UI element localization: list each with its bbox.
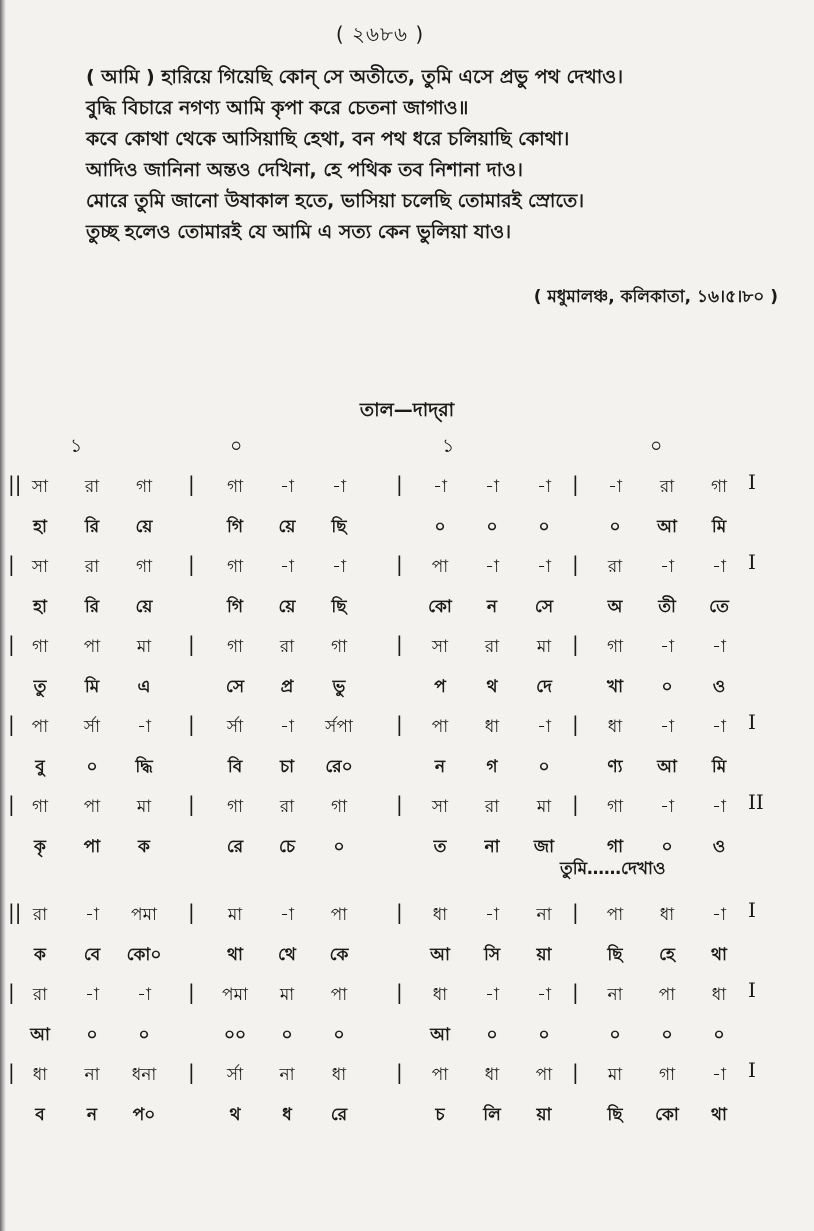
swara-note: রা xyxy=(484,637,500,657)
lyric-syllable: আ xyxy=(30,1025,50,1045)
lyric-syllable: ০ xyxy=(434,517,446,537)
swara-note: -া xyxy=(485,985,499,1005)
bar-line: | xyxy=(572,1060,579,1084)
swara-note: -া xyxy=(712,1065,726,1085)
swara-note: ধা xyxy=(432,905,448,925)
bar-line: || xyxy=(8,900,22,924)
lyric-syllable: ০ xyxy=(486,1025,498,1045)
swara-note: না xyxy=(84,1065,100,1085)
swara-note: রা xyxy=(279,637,295,657)
swara-note: মা xyxy=(607,1065,623,1085)
swara-note: -া xyxy=(712,637,726,657)
beat-marker: ০ xyxy=(650,435,663,457)
notation-row xyxy=(0,548,814,588)
swara-note: -া xyxy=(137,717,151,737)
bar-line: | xyxy=(8,1060,15,1084)
swara-note: পা xyxy=(431,557,449,577)
bar-line: | xyxy=(8,792,15,816)
swara-note: পা xyxy=(431,1065,449,1085)
swara-note: র্সা xyxy=(226,1065,244,1085)
lyric-syllable: থা xyxy=(227,945,243,965)
swara-note: -া xyxy=(485,905,499,925)
bar-line: | xyxy=(396,472,403,496)
swara-note: গা xyxy=(710,477,728,497)
swara-note: গা xyxy=(226,477,244,497)
notation-grid xyxy=(0,468,814,1136)
lyric-syllable: ছি xyxy=(607,945,623,965)
lyric-syllable: চ xyxy=(435,1105,445,1125)
bar-line: | xyxy=(396,792,403,816)
lyric-syllable: ০ xyxy=(86,757,98,777)
swara-note: রা xyxy=(84,557,100,577)
notation-row xyxy=(0,1056,814,1096)
swara-note: -া xyxy=(485,477,499,497)
lyric-row xyxy=(0,668,814,708)
lyric-syllable: হা xyxy=(33,597,47,617)
swara-note: -া xyxy=(712,717,726,737)
swara-note: ধনা xyxy=(131,1065,157,1085)
bar-line: | xyxy=(572,472,579,496)
section-end-mark: II xyxy=(748,790,764,814)
lyric-syllable: ০ xyxy=(609,1025,621,1045)
bar-line: | xyxy=(572,632,579,656)
lyric-syllable: ন xyxy=(434,757,446,777)
section-end-mark: I xyxy=(748,550,756,574)
swara-note: রা xyxy=(607,557,623,577)
lyric-syllable: ব xyxy=(35,1105,45,1125)
swara-note: -া xyxy=(537,985,551,1005)
lyric-syllable: খা xyxy=(606,677,624,697)
lyric-syllable: দে xyxy=(536,677,552,697)
swara-note: ধা xyxy=(607,717,623,737)
swara-note: না xyxy=(536,905,552,925)
swara-note: গা xyxy=(330,637,348,657)
lyric-syllable: ভু xyxy=(332,677,346,697)
lyric-syllable: জা xyxy=(533,837,555,857)
swara-note: -া xyxy=(332,557,346,577)
bar-line: | xyxy=(396,552,403,576)
bar-line: | xyxy=(188,712,195,736)
source-citation: ( মধুমালঞ্চ, কলিকাতা, ১৬।৫।৮০ ) xyxy=(533,287,778,307)
lyric-syllable: আ xyxy=(430,945,450,965)
bar-line: | xyxy=(188,552,195,576)
lyric-syllable: ও xyxy=(712,677,726,697)
swara-note: পা xyxy=(606,905,624,925)
lyric-syllable: ছি xyxy=(331,597,347,617)
bar-line: | xyxy=(8,552,15,576)
bar-line: | xyxy=(188,632,195,656)
lyric-syllable: ০ xyxy=(538,517,550,537)
swara-note: -া xyxy=(660,797,674,817)
lyric-syllable: ০ xyxy=(661,1025,673,1045)
swara-note: র্সপা xyxy=(325,717,353,737)
lyric-syllable: ছি xyxy=(331,517,347,537)
lyric-syllable: রি xyxy=(84,597,100,617)
swara-note: -া xyxy=(537,477,551,497)
lyric-syllable: থ xyxy=(486,677,498,697)
swara-note: রা xyxy=(32,905,48,925)
swara-note: রা xyxy=(484,797,500,817)
lyric-syllable: কো xyxy=(428,597,452,617)
lyric-syllable: মি xyxy=(84,677,100,697)
lyric-syllable: ০ xyxy=(538,1025,550,1045)
lyric-syllable: থে xyxy=(278,945,296,965)
lyric-syllable: ণ্য xyxy=(607,757,623,777)
lyric-syllable: সি xyxy=(483,945,501,965)
beat-markers xyxy=(0,432,814,462)
lyric-syllable: বু xyxy=(35,757,45,777)
lyric-row xyxy=(0,1096,814,1136)
lyric-syllable: লি xyxy=(483,1105,501,1125)
swara-note: -া xyxy=(280,905,294,925)
swara-note: গা xyxy=(330,797,348,817)
lyric-syllable: সে xyxy=(225,677,245,697)
beat-marker: ০ xyxy=(230,435,243,457)
swara-note: মা xyxy=(136,797,152,817)
lyric-syllable: এ xyxy=(137,677,151,697)
lyric-syllable: প০ xyxy=(132,1105,156,1125)
lyric-syllable: গ xyxy=(486,757,498,777)
lyric-syllable: ও xyxy=(712,837,726,857)
swara-note: -া xyxy=(85,905,99,925)
lyric-syllable: চা xyxy=(279,757,295,777)
swara-note: রা xyxy=(279,797,295,817)
lyric-syllable: রে xyxy=(330,1105,348,1125)
lyric-syllable: থ xyxy=(229,1105,241,1125)
lyric-syllable: আ xyxy=(657,757,677,777)
poem-line: ( আমি ) হারিয়ে গিয়েছি কোন্ সে অতীতে, তুমি এসে প্রভু পথ দেখাও। xyxy=(86,66,624,88)
swara-note: পা xyxy=(83,797,101,817)
poem-line: তুচ্ছ হলেও তোমারই যে আমি এ সত্য কেন ভুলিয়া যাও। xyxy=(86,221,512,243)
notation-row xyxy=(0,468,814,508)
lyric-syllable: য়া xyxy=(536,945,552,965)
swara-note: পা xyxy=(31,717,49,737)
swara-note: গা xyxy=(226,637,244,657)
lyric-syllable: তু xyxy=(33,677,47,697)
swara-note: -া xyxy=(332,477,346,497)
swara-note: পা xyxy=(330,985,348,1005)
swara-note: ধা xyxy=(659,905,675,925)
lyric-syllable: য়া xyxy=(536,1105,552,1125)
swara-note: মা xyxy=(536,637,552,657)
lyric-syllable: ০ xyxy=(713,1025,725,1045)
lyric-syllable: ০ xyxy=(661,837,673,857)
lyric-syllable: ০ xyxy=(333,837,345,857)
lyric-syllable: য়ে xyxy=(135,597,153,617)
swara-note: রা xyxy=(32,985,48,1005)
lyric-syllable: হা xyxy=(33,517,47,537)
swara-note: না xyxy=(279,1065,295,1085)
bar-line: | xyxy=(396,900,403,924)
swara-note: -া xyxy=(433,477,447,497)
swara-note: মা xyxy=(227,905,243,925)
lyric-row xyxy=(0,1016,814,1056)
lyric-syllable: থা xyxy=(711,945,727,965)
swara-note: -া xyxy=(280,717,294,737)
lyric-syllable: ক xyxy=(138,837,150,857)
lyric-syllable: ০ xyxy=(486,517,498,537)
swara-note: মা xyxy=(279,985,295,1005)
swara-note: সা xyxy=(431,797,449,817)
swara-note: -া xyxy=(137,985,151,1005)
bar-line: | xyxy=(572,792,579,816)
lyric-syllable: য়ে xyxy=(278,517,296,537)
poem-line: আদিও জানিনা অন্তও দেখিনা, হে পথিক তব নিশানা দাও। xyxy=(86,159,523,181)
swara-note: পা xyxy=(535,1065,553,1085)
swara-note: -া xyxy=(712,797,726,817)
swara-note: সা xyxy=(31,477,49,497)
lyric-syllable: ০০ xyxy=(223,1025,247,1045)
lyric-syllable: রে xyxy=(226,837,244,857)
swara-note: গা xyxy=(226,797,244,817)
lyric-syllable: হে xyxy=(659,945,675,965)
swara-note: না xyxy=(607,985,623,1005)
swara-note: র্সা xyxy=(83,717,101,737)
poem-line: মোরে তুমি জানো উষাকাল হতে, ভাসিয়া চলেছি তোমারই স্রোতে। xyxy=(86,190,585,212)
lyric-syllable: গি xyxy=(226,597,243,617)
bar-line: | xyxy=(188,900,195,924)
bar-line: | xyxy=(188,472,195,496)
bar-line: | xyxy=(8,980,15,1004)
lyric-syllable: য়ে xyxy=(135,517,153,537)
swara-note: -া xyxy=(608,477,622,497)
beat-marker: ১ xyxy=(70,435,83,457)
lyric-syllable: কৃ xyxy=(34,837,46,857)
lyric-syllable: ছি xyxy=(607,1105,623,1125)
swara-note: পা xyxy=(330,905,348,925)
bar-line: | xyxy=(8,712,15,736)
bar-line: | xyxy=(572,980,579,1004)
swara-note: -া xyxy=(485,557,499,577)
lyric-syllable: অ xyxy=(607,597,623,617)
swara-note: -া xyxy=(537,717,551,737)
swara-note: ধা xyxy=(331,1065,347,1085)
swara-note: গা xyxy=(226,557,244,577)
bar-line: | xyxy=(188,1060,195,1084)
lyric-syllable: বে xyxy=(83,945,101,965)
swara-note: ধা xyxy=(711,985,727,1005)
poem-line: বুদ্ধি বিচারে নগণ্য আমি কৃপা করে চেতনা জাগাও॥ xyxy=(86,97,469,119)
bar-line: | xyxy=(396,980,403,1004)
bar-line: || xyxy=(8,472,22,496)
lyric-syllable: চে xyxy=(278,837,296,857)
lyric-row xyxy=(0,588,814,628)
lyric-syllable: থা xyxy=(711,1105,727,1125)
lyric-row xyxy=(0,508,814,548)
swara-note: র্সা xyxy=(226,717,244,737)
bar-line: | xyxy=(188,980,195,1004)
swara-note: ধা xyxy=(484,717,500,737)
lyric-syllable: ০ xyxy=(138,1025,150,1045)
bar-line: | xyxy=(188,792,195,816)
lyric-syllable: দ্ধি xyxy=(135,757,153,777)
swara-note: ধা xyxy=(432,985,448,1005)
swara-note: -া xyxy=(280,557,294,577)
swara-note: -া xyxy=(712,557,726,577)
lyric-row xyxy=(0,748,814,788)
swara-note: পা xyxy=(83,637,101,657)
lyric-syllable: ০ xyxy=(609,517,621,537)
lyric-syllable: ০ xyxy=(333,1025,345,1045)
bar-line: | xyxy=(572,552,579,576)
swara-note: পা xyxy=(431,717,449,737)
lyric-syllable: বি xyxy=(227,757,243,777)
swara-note: সা xyxy=(431,637,449,657)
lyric-syllable: গা xyxy=(606,837,624,857)
lyric-syllable: না xyxy=(484,837,500,857)
section-caption: তুমি……দেখাও xyxy=(560,859,666,879)
lyric-syllable: গি xyxy=(226,517,243,537)
page-number: ( ২৬৮৬ ) xyxy=(335,22,425,46)
section-gap xyxy=(0,868,814,896)
section-end-mark: I xyxy=(748,710,756,734)
swara-note: গা xyxy=(658,1065,676,1085)
poem-line: কবে কোথা থেকে আসিয়াছি হেথা, বন পথ ধরে চলিয়াছি কোথা। xyxy=(86,128,570,150)
swara-note: মা xyxy=(136,637,152,657)
lyric-syllable: ত xyxy=(433,837,447,857)
swara-note: -া xyxy=(85,985,99,1005)
notation-row xyxy=(0,788,814,828)
lyric-syllable: রি xyxy=(84,517,100,537)
bar-line: | xyxy=(572,712,579,736)
lyric-syllable: কো xyxy=(655,1105,679,1125)
bar-line: | xyxy=(396,712,403,736)
bar-line: | xyxy=(396,632,403,656)
section-end-mark: I xyxy=(748,1058,756,1082)
swara-note: গা xyxy=(606,637,624,657)
beat-marker: ১ xyxy=(442,435,455,457)
swara-note: গা xyxy=(606,797,624,817)
swara-note: পমা xyxy=(131,905,157,925)
lyric-syllable: সে xyxy=(534,597,554,617)
lyric-syllable: তে xyxy=(709,597,729,617)
lyric-syllable: ০ xyxy=(281,1025,293,1045)
swara-note: -া xyxy=(537,557,551,577)
section-end-mark: I xyxy=(748,470,756,494)
tala-heading: তাল—দাদ্‌রা xyxy=(359,399,455,421)
swara-note: -া xyxy=(660,557,674,577)
swara-note: রা xyxy=(84,477,100,497)
swara-note: ধা xyxy=(32,1065,48,1085)
swara-note: সা xyxy=(31,557,49,577)
swara-note: পমা xyxy=(222,985,248,1005)
poem-text xyxy=(86,62,786,248)
lyric-syllable: য়ে xyxy=(278,597,296,617)
lyric-syllable: পা xyxy=(83,837,101,857)
lyric-syllable: আ xyxy=(430,1025,450,1045)
swara-note: -া xyxy=(660,717,674,737)
swara-note: গা xyxy=(31,637,49,657)
swara-note: গা xyxy=(135,557,153,577)
lyric-syllable: ০ xyxy=(86,1025,98,1045)
bar-line: | xyxy=(572,900,579,924)
lyric-syllable: মি xyxy=(711,757,727,777)
lyric-syllable: মি xyxy=(711,517,727,537)
swara-note: ধা xyxy=(484,1065,500,1085)
swara-note: রা xyxy=(659,477,675,497)
lyric-syllable: কে xyxy=(329,945,349,965)
bar-line: | xyxy=(8,632,15,656)
lyric-syllable: ০ xyxy=(661,677,673,697)
swara-note: -া xyxy=(280,477,294,497)
lyric-syllable: আ xyxy=(657,517,677,537)
lyric-syllable: প xyxy=(434,677,446,697)
swara-note: -া xyxy=(712,905,726,925)
swara-note: মা xyxy=(536,797,552,817)
bar-line: | xyxy=(396,1060,403,1084)
lyric-syllable: প্র xyxy=(280,677,294,697)
section-end-mark: I xyxy=(748,898,756,922)
notation-row xyxy=(0,976,814,1016)
swara-note: গা xyxy=(31,797,49,817)
lyric-syllable: কো০ xyxy=(126,945,162,965)
swara-note: পা xyxy=(658,985,676,1005)
notation-row xyxy=(0,628,814,668)
notation-row xyxy=(0,896,814,936)
swara-note: -া xyxy=(660,637,674,657)
section-end-mark: I xyxy=(748,978,756,1002)
swara-note: গা xyxy=(135,477,153,497)
lyric-row xyxy=(0,936,814,976)
lyric-row xyxy=(0,828,814,868)
notation-row xyxy=(0,708,814,748)
lyric-syllable: ক xyxy=(34,945,46,965)
lyric-syllable: ন xyxy=(86,1105,98,1125)
lyric-syllable: ০ xyxy=(538,757,550,777)
lyric-syllable: ধ xyxy=(282,1105,292,1125)
lyric-syllable: তী xyxy=(658,597,676,617)
lyric-syllable: ন xyxy=(486,597,498,617)
lyric-syllable: রে০ xyxy=(325,757,353,777)
